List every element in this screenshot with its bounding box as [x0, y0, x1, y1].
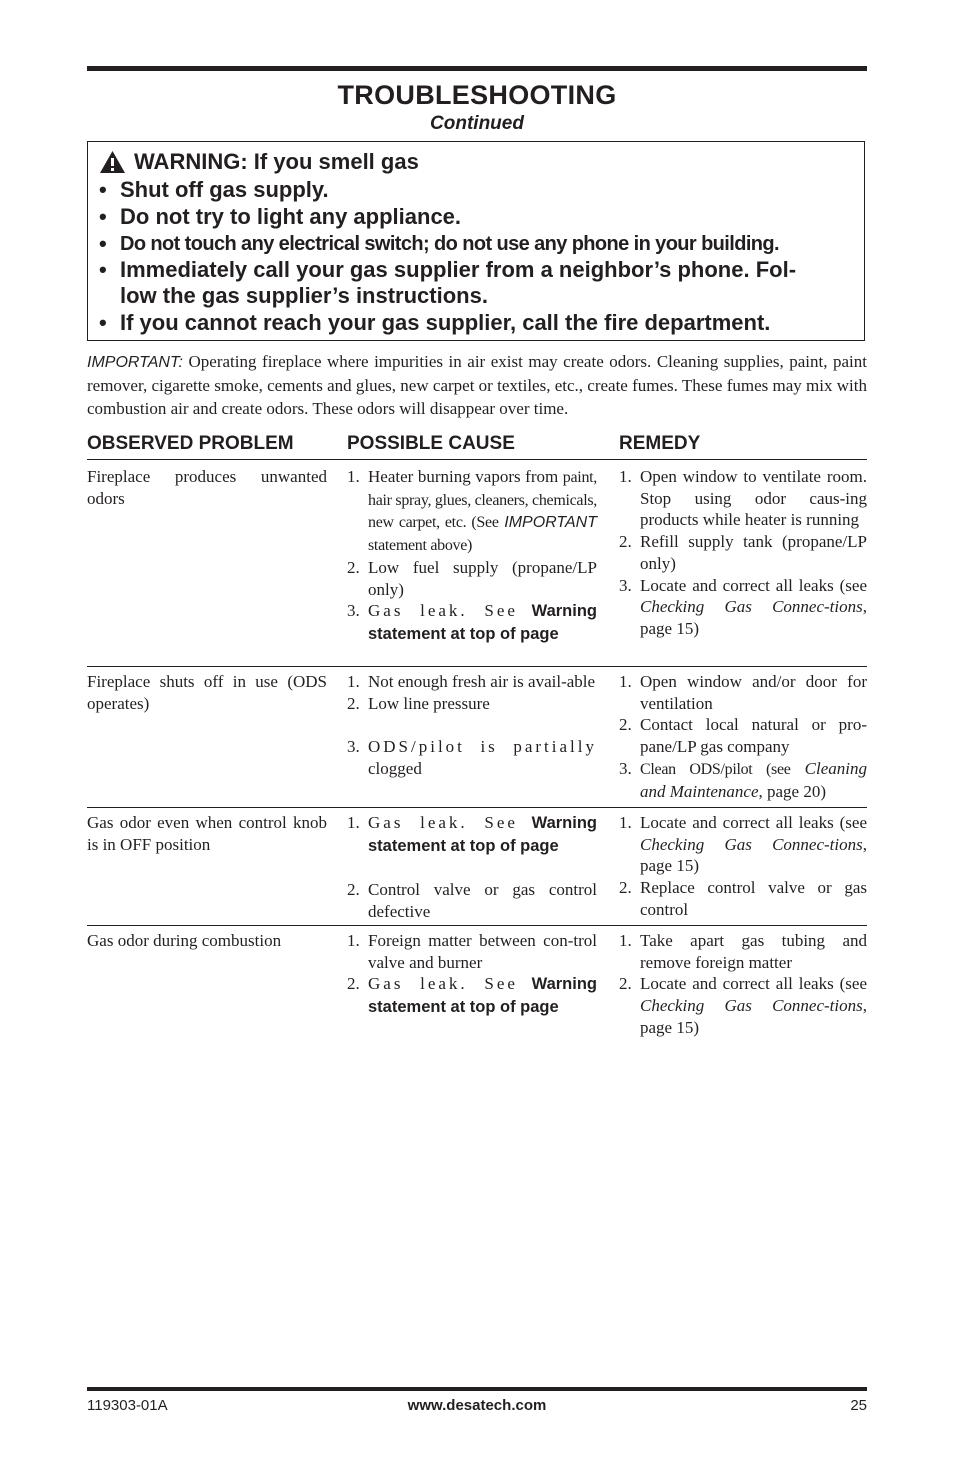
page-number: 25 [850, 1397, 867, 1414]
important-text: Operating fireplace where impurities in air exist may create odors. Cleaning supplies, paint, paint remover, cigarette smoke, cements and glues, new carpet or textiles, etc., create fumes. These fumes may mix with combustion air and create odors. These odors will disappear over time. [87, 352, 867, 418]
bottom-rule [87, 1387, 867, 1391]
bullet: • [99, 231, 107, 256]
remedy-item [619, 877, 867, 920]
item-text: clogged [368, 758, 422, 778]
item-text: , page 20) [758, 781, 827, 801]
row-divider [87, 666, 867, 667]
item-text: statement above) [368, 537, 473, 555]
remedy-list [619, 812, 867, 921]
item-number: 1. [619, 672, 632, 691]
item-number: 2. [619, 878, 632, 898]
item-text: , page 15) [640, 834, 867, 876]
item-text: Locate and correct all leaks (see [640, 974, 867, 994]
cause-item [347, 736, 597, 779]
remedy-item [619, 973, 867, 1038]
problem-cell: Fireplace produces unwanted odors [87, 467, 327, 508]
item-text: Control valve or gas control defective [368, 880, 597, 921]
item-text: Locate and correct all leaks (see [640, 813, 867, 832]
warning-item-text: Immediately call your gas supplier from a neighbor’s phone. Fol- [120, 257, 797, 282]
item-emphasis: Warning statement at top of page [368, 975, 597, 1017]
warning-triangle-icon [99, 150, 126, 174]
item-text: , page 15) [640, 996, 867, 1037]
page-subtitle: Continued [430, 113, 524, 134]
important-note [87, 350, 867, 420]
item-number: 2. [347, 974, 360, 994]
item-text: Heater burning vapors from [368, 467, 559, 486]
cause-item [347, 671, 597, 693]
website-link[interactable]: www.desatech.com [407, 1397, 547, 1414]
item-text: Not enough fresh air is avail-able [368, 672, 596, 691]
important-label: IMPORTANT: [87, 354, 183, 371]
remedy-item [619, 930, 867, 973]
cause-list [347, 930, 597, 1019]
cause-item [347, 557, 597, 600]
remedy-list [619, 466, 867, 640]
cause-item [347, 930, 597, 973]
item-text: Gas leak. See [368, 813, 518, 832]
problem-cell: Fireplace shuts off in use (ODS operates) [87, 672, 327, 713]
item-number: 1. [347, 931, 360, 950]
warning-heading-text: WARNING: If you smell gas [134, 149, 419, 174]
item-text: Low fuel supply (propane/LP only) [368, 557, 597, 599]
table-header-rule [87, 459, 867, 460]
bullet: • [99, 177, 107, 202]
item-text: Open window to ventilate room. Stop using odor caus-ing products while heater is running [640, 467, 867, 530]
cause-list [347, 812, 597, 923]
cause-list [347, 671, 597, 780]
item-emphasis: IMPORTANT [504, 514, 598, 532]
remedy-list [619, 930, 867, 1039]
item-text: Locate and correct all leaks (see [640, 575, 867, 595]
item-number: 1. [619, 813, 632, 832]
page-title: TROUBLESHOOTING [337, 80, 617, 110]
item-number: 1. [619, 467, 632, 486]
cause-list [347, 466, 597, 646]
remedy-item [619, 575, 867, 640]
item-number: 3. [619, 758, 632, 778]
item-text: Take apart gas tubing and remove foreign matter [640, 931, 867, 972]
cause-item [347, 466, 597, 557]
item-number: 2. [347, 880, 360, 900]
item-text: Contact local natural or pro-pane/LP gas company [640, 715, 867, 757]
bullet: • [99, 310, 107, 335]
bullet: • [99, 257, 107, 282]
cause-item [347, 812, 597, 857]
problem-cell: Gas odor even when control knob is in OFF position [87, 813, 327, 854]
warning-item-text: Shut off gas supply. [120, 177, 329, 202]
cause-item [347, 600, 597, 645]
item-number: 1. [347, 813, 360, 832]
problem-cell: Gas odor during combustion [87, 931, 282, 950]
warning-heading [99, 149, 419, 175]
item-number: 1. [347, 672, 360, 691]
item-number: 3. [619, 575, 632, 595]
item-text: Refill supply tank (propane/LP only) [640, 532, 867, 573]
header-remedy: REMEDY [619, 433, 701, 454]
remedy-item [619, 466, 867, 531]
item-number: 1. [619, 931, 632, 950]
top-rule [87, 66, 867, 71]
item-text: Replace control valve or gas control [640, 878, 867, 919]
item-emphasis: Checking Gas Connec-tions [640, 834, 863, 854]
item-number: 2. [619, 974, 632, 994]
remedy-item [619, 671, 867, 714]
header-observed-problem: OBSERVED PROBLEM [87, 433, 294, 454]
item-text: Gas leak. See [368, 974, 518, 994]
row-divider [87, 925, 867, 926]
cause-item [347, 973, 597, 1018]
remedy-item [619, 812, 867, 877]
bullet: • [99, 204, 107, 229]
item-emphasis: Warning statement at top of page [368, 602, 597, 643]
item-emphasis: Warning statement at top of page [368, 814, 597, 855]
item-number: 2. [619, 532, 632, 552]
item-emphasis: Cleaning and Maintenance [640, 758, 867, 801]
doc-number: 119303-01A [87, 1397, 168, 1414]
item-text: Open window and/or door for ventilation [640, 672, 867, 713]
item-number: 2. [347, 557, 360, 577]
item-number: 3. [347, 601, 360, 621]
warning-item-text: If you cannot reach your gas supplier, call the fire department. [120, 310, 771, 335]
warning-item-text: Do not try to light any appliance. [120, 204, 462, 229]
item-text: Gas leak. See [368, 601, 518, 621]
item-text: paint, hair spray, glues, cleaners, chemicals, new carpet, etc. (See [368, 469, 597, 532]
item-text: Low line pressure [368, 693, 490, 713]
item-emphasis: Checking Gas Connec-tions [640, 597, 863, 617]
warning-item-text: Do not touch any electrical switch; do not use any phone in your building. [120, 233, 779, 255]
item-text: ODS/pilot is partially [368, 737, 597, 757]
item-number: 2. [347, 693, 360, 713]
cause-item [347, 693, 597, 715]
item-emphasis: Checking Gas Connec-tions [640, 996, 863, 1016]
warning-box [87, 141, 865, 341]
row-divider [87, 807, 867, 808]
cause-item [347, 879, 597, 922]
remedy-item [619, 758, 867, 802]
remedy-list [619, 671, 867, 802]
warning-item-text: low the gas supplier’s instructions. [120, 283, 488, 308]
item-number: 2. [619, 715, 632, 735]
remedy-item [619, 714, 867, 757]
item-text: Clean ODS/pilot (see [640, 760, 791, 778]
item-number: 1. [347, 467, 360, 486]
item-text: , page 15) [640, 597, 867, 638]
header-possible-cause: POSSIBLE CAUSE [347, 433, 515, 454]
item-text: Foreign matter between con-trol valve and burner [368, 931, 597, 972]
item-number: 3. [347, 737, 360, 757]
remedy-item [619, 531, 867, 574]
